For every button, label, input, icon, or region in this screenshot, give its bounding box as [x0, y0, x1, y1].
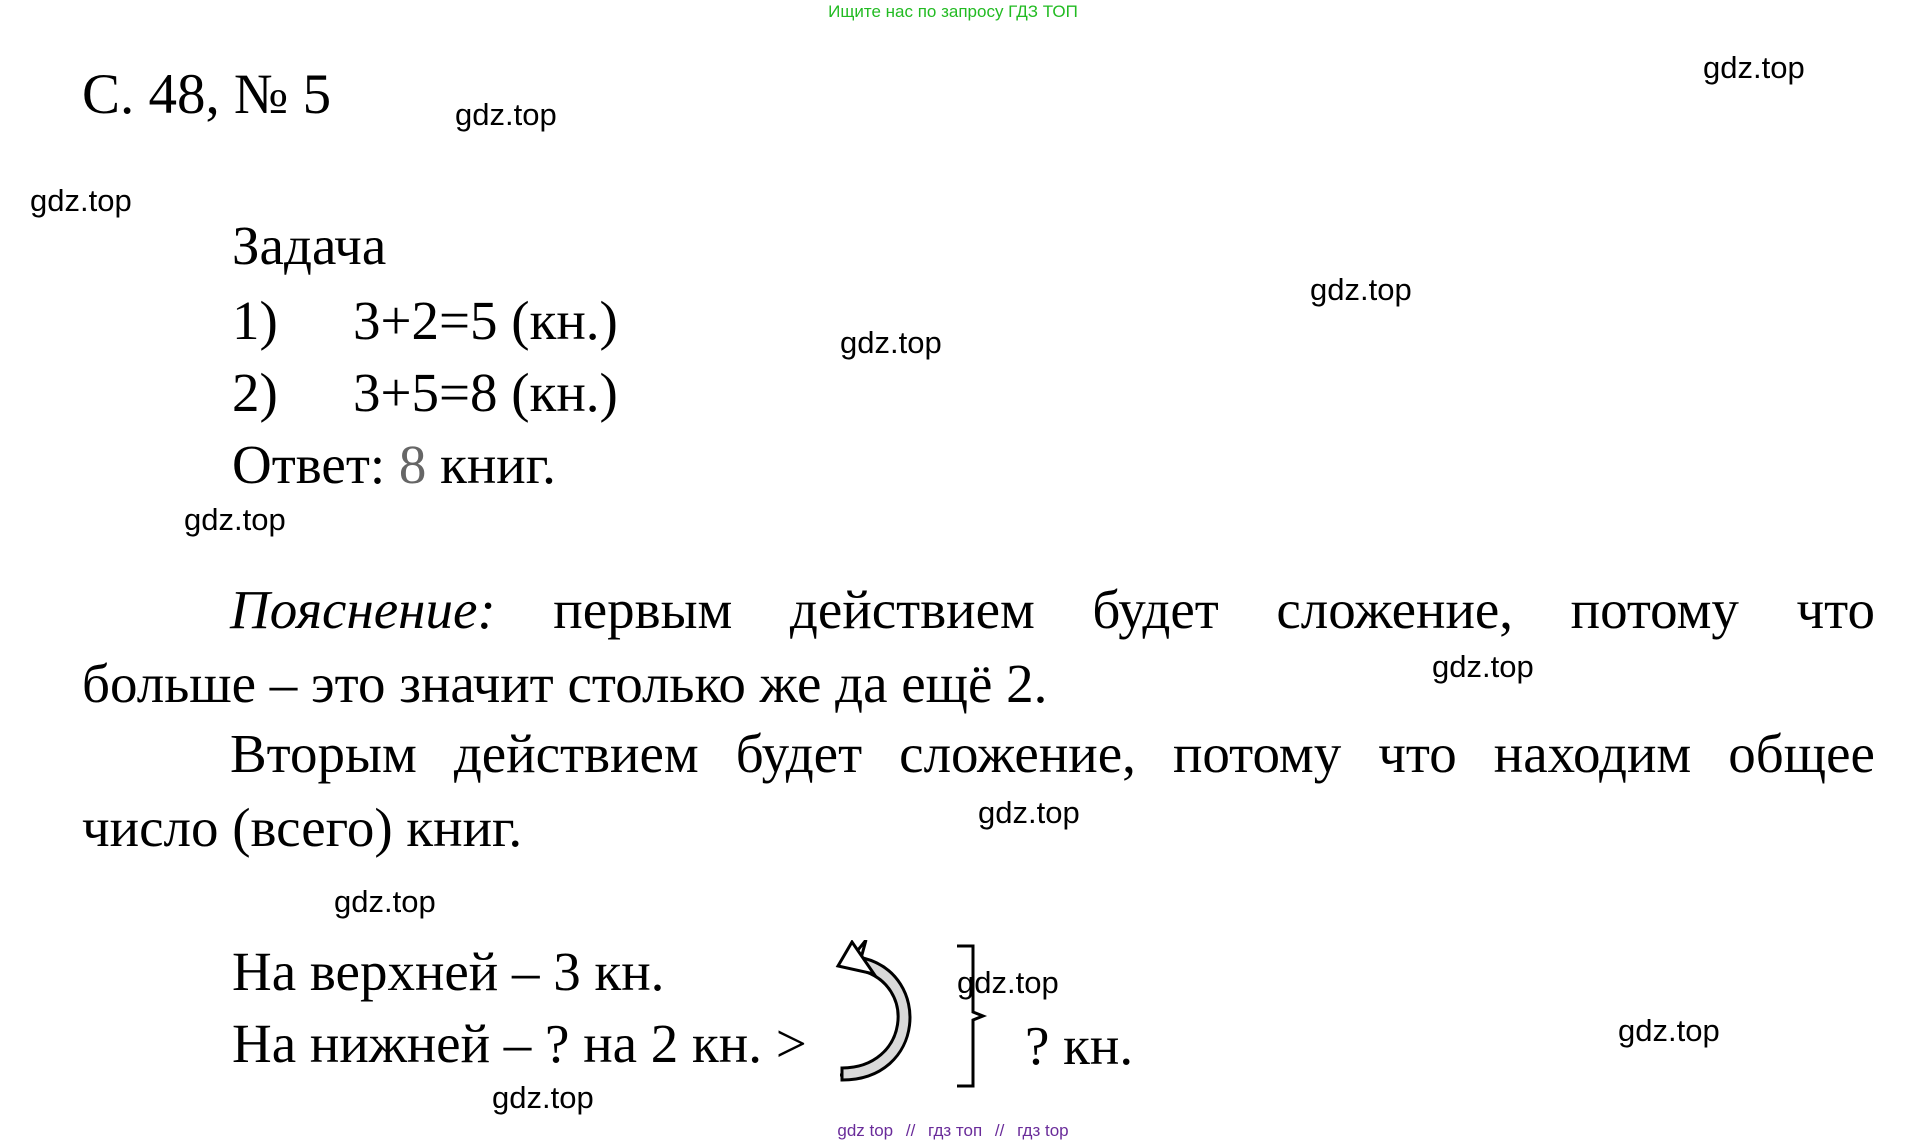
- watermark: gdz.top: [957, 965, 1059, 1000]
- footer-link[interactable]: гдз top: [1017, 1121, 1069, 1140]
- step-expression: 3+2=5 (кн.): [353, 290, 618, 351]
- scheme-row-lower: На нижней – ? на 2 кн. >: [232, 1013, 807, 1074]
- footer-links: [0, 1121, 1906, 1141]
- answer-value: 8: [398, 434, 427, 495]
- word: будет: [735, 723, 863, 784]
- step-expression: 3+5=8 (кн.): [353, 362, 618, 423]
- scheme-total: ? кн.: [1025, 1015, 1134, 1076]
- watermark: gdz.top: [840, 325, 942, 360]
- word: действием: [789, 579, 1035, 640]
- search-hint-banner: Ищите нас по запросу ГДЗ ТОП: [828, 2, 1078, 21]
- scheme-row-upper: На верхней – 3 кн.: [232, 941, 665, 1002]
- watermark: gdz.top: [978, 795, 1080, 830]
- word: сложение,: [1276, 579, 1514, 640]
- word: потому: [1570, 579, 1739, 640]
- word: находим: [1493, 723, 1692, 784]
- task-heading: Задача: [232, 215, 387, 276]
- explanation-para2-line-1: [230, 722, 1875, 785]
- explanation-line-1: [230, 578, 1875, 641]
- footer-separator: //: [905, 1121, 916, 1140]
- watermark: gdz.top: [1703, 50, 1805, 85]
- curved-arrow-icon: [830, 940, 920, 1090]
- word: общее: [1728, 723, 1875, 784]
- page-title: С. 48, № 5: [82, 63, 332, 126]
- explanation-para2-line-2: число (всего) книг.: [82, 797, 523, 858]
- answer-suffix: книг.: [440, 434, 556, 495]
- answer-line: [232, 429, 556, 501]
- watermark: gdz.top: [1310, 272, 1412, 307]
- word: потому: [1172, 723, 1342, 784]
- word: что: [1378, 723, 1457, 784]
- footer-link[interactable]: gdz top: [837, 1121, 894, 1140]
- explanation-line-2: больше – это значит столько же да ещё 2.: [82, 653, 1048, 714]
- step-number: 2): [232, 362, 278, 423]
- watermark: gdz.top: [455, 97, 557, 132]
- watermark: gdz.top: [184, 502, 286, 537]
- brace-icon: [955, 944, 995, 1089]
- word: Вторым: [230, 723, 417, 784]
- answer-prefix: Ответ:: [232, 434, 386, 495]
- watermark: gdz.top: [1432, 649, 1534, 684]
- watermark: gdz.top: [334, 884, 436, 919]
- footer-separator: //: [994, 1121, 1005, 1140]
- word: действием: [453, 723, 699, 784]
- footer-link[interactable]: гдз топ: [928, 1121, 983, 1140]
- step-number: 1): [232, 290, 278, 351]
- watermark: gdz.top: [492, 1080, 594, 1115]
- explanation-label: Пояснение:: [230, 579, 496, 640]
- watermark: gdz.top: [30, 183, 132, 218]
- word: сложение,: [899, 723, 1136, 784]
- word: первым: [553, 579, 733, 640]
- word: что: [1796, 579, 1875, 640]
- word: будет: [1092, 579, 1219, 640]
- watermark: gdz.top: [1618, 1013, 1720, 1048]
